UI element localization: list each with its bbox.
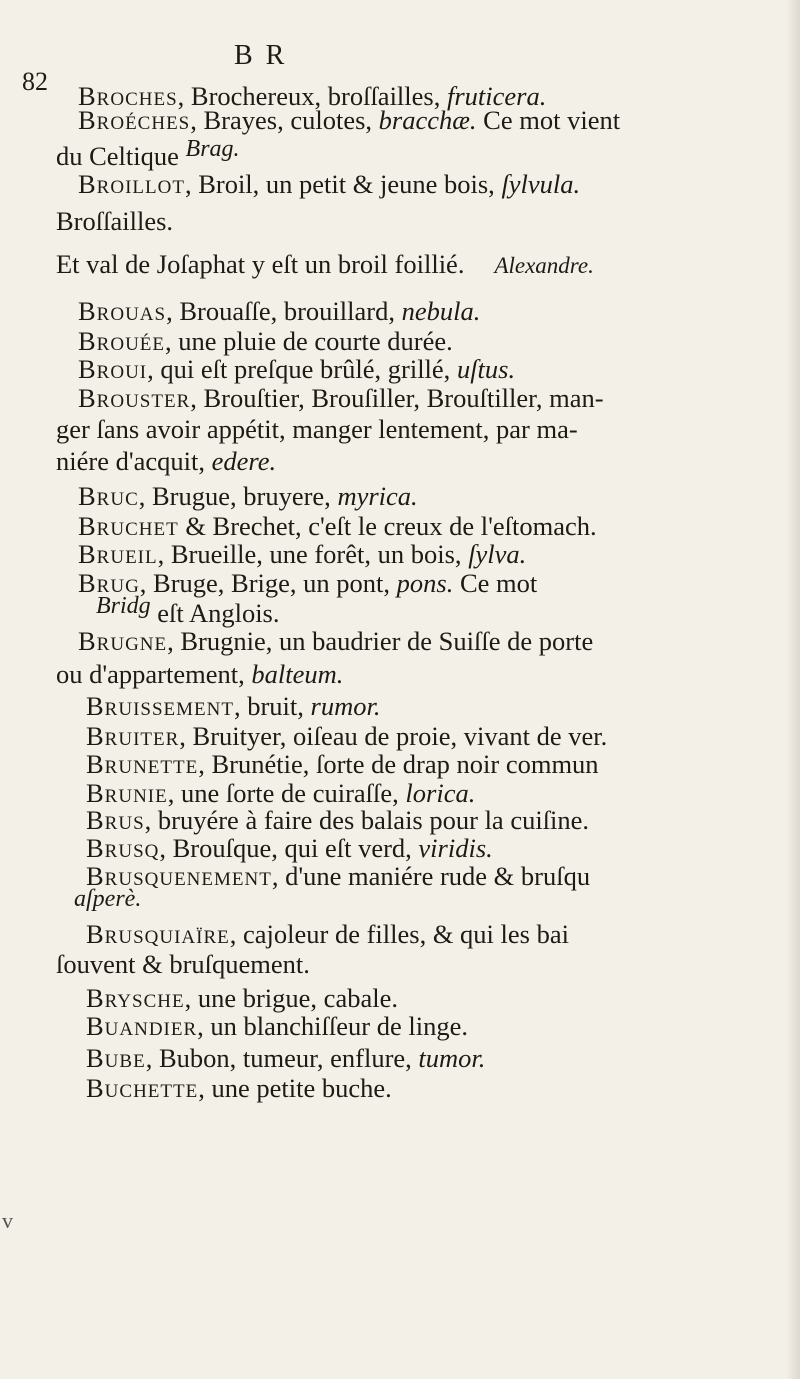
- entry-line: [56, 445, 276, 477]
- entry-headword: Broches: [78, 81, 178, 111]
- entry-text: , qui eſt preſque brûlé, grillé,: [147, 354, 457, 384]
- entry-text: , Bruityer, oiſeau de proie, vivant de ver.: [179, 721, 608, 751]
- entry-latin: ſylvula.: [501, 169, 581, 199]
- page-edge-shadow: [786, 0, 800, 1379]
- entry-latin: nebula.: [401, 296, 481, 326]
- entry-tail: Ce mot: [453, 568, 538, 598]
- entry-line: [56, 658, 343, 690]
- entry-text: , Bubon, tumeur, enflure,: [145, 1043, 419, 1073]
- entry-line: [86, 1042, 485, 1074]
- entry-text: , cajoleur de filles, & qui les bai: [229, 919, 569, 949]
- entry-line: [56, 413, 578, 445]
- entry-headword: Brug: [78, 568, 140, 598]
- entry-line: [86, 748, 599, 780]
- entry-latin: edere.: [211, 446, 277, 476]
- entry-headword: Brusq: [86, 833, 160, 863]
- entry-line: [56, 205, 173, 237]
- entry-superscript: aſperè.: [74, 886, 142, 912]
- entry-text: , Brochereux, broſſailles,: [177, 81, 447, 111]
- entry-line: [78, 625, 593, 657]
- entry-latin: ſylva.: [468, 539, 527, 569]
- entry-text: , une pluie de courte durée.: [165, 326, 453, 356]
- entry-text: , une ſorte de cuiraſſe,: [167, 778, 406, 808]
- entry-line: [86, 690, 380, 722]
- entry-text: , Brouſtier, Brouſiller, Brouſtiller, man-: [190, 383, 604, 413]
- running-head: B R: [234, 40, 288, 71]
- entry-headword: Brouas: [78, 296, 167, 326]
- entry-text: Et val de Joſaphat y eſt un broil foillié.: [56, 249, 465, 279]
- entry-latin: bracchæ.: [378, 105, 477, 135]
- entry-tail: Ce mot vient: [476, 105, 621, 135]
- page-number: 82: [22, 67, 48, 96]
- entry-text: Broſſailles.: [56, 206, 174, 236]
- entry-line: [78, 295, 480, 327]
- entry-headword: Brusquenement: [86, 861, 272, 891]
- entry-text: ou d'appartement,: [56, 659, 252, 689]
- entry-line: [78, 480, 418, 512]
- entry-line: [78, 382, 604, 414]
- entry-latin: pons.: [396, 568, 454, 598]
- entry-citation: Alexandre.: [494, 253, 594, 278]
- entry-latin: viridis.: [418, 833, 493, 863]
- entry-headword: Brunie: [86, 778, 168, 808]
- entry-text: , Brugnie, un baudrier de Suiſſe de porte: [167, 626, 594, 656]
- entry-text: , bruit,: [233, 691, 311, 721]
- entry-headword: Brugne: [78, 626, 168, 656]
- entry-line: [78, 168, 580, 200]
- entry-text: ſouvent & bruſquement.: [56, 949, 310, 979]
- entry-latin: uſtus.: [456, 354, 516, 384]
- entry-text: ger ſans avoir appétit, manger lentement, par ma-: [56, 414, 578, 444]
- entry-headword: Brueil: [78, 539, 158, 569]
- entry-text: & Brechet, c'eſt le creux de l'eſtomach.: [178, 511, 597, 541]
- entry-headword: Brouée: [78, 326, 166, 356]
- entry-tail: eſt Anglois.: [150, 598, 280, 628]
- entry-text: , Brugue, bruyere,: [138, 481, 338, 511]
- entry-headword: Brouster: [78, 383, 191, 413]
- entry-headword: Bruc: [78, 481, 139, 511]
- entry-latin: balteum.: [251, 659, 344, 689]
- entry-line: [86, 1072, 392, 1104]
- entry-headword: Broui: [78, 354, 148, 384]
- entry-text: , Brunétie, ſorte de drap noir commun: [198, 749, 599, 779]
- entry-headword: Brusquiaïre: [86, 919, 230, 949]
- entry-headword: Broéches: [78, 105, 191, 135]
- entry-line: [56, 948, 310, 980]
- entry-headword: Bruchet: [78, 511, 179, 541]
- entry-latin: myrica.: [337, 481, 418, 511]
- entry-line: [78, 353, 515, 385]
- entry-headword: Buandier: [86, 1011, 198, 1041]
- entry-text: , Brouaſſe, brouillard,: [166, 296, 402, 326]
- entry-text: , d'une maniére rude & bruſqu: [271, 861, 591, 891]
- entry-headword: Bube: [86, 1043, 146, 1073]
- entry-headword: Brus: [86, 805, 145, 835]
- entry-text: , une brigue, cabale.: [184, 983, 398, 1013]
- entry-headword: Bruissement: [86, 691, 234, 721]
- entry-text: , Brouſque, qui eſt verd,: [159, 833, 419, 863]
- entry-latin: lorica.: [405, 778, 476, 808]
- entry-headword: Buchette: [86, 1073, 199, 1103]
- entry-text: , une petite buche.: [198, 1073, 392, 1103]
- entry-line: [78, 104, 620, 136]
- entry-headword: Broillot: [78, 169, 185, 199]
- entry-line: [78, 538, 526, 570]
- entry-latin: tumor.: [418, 1043, 486, 1073]
- entry-text: , Brueille, une forêt, un bois,: [157, 539, 469, 569]
- margin-mark: v: [2, 1208, 13, 1233]
- entry-line: [56, 248, 594, 282]
- entry-text: , Brayes, culotes,: [190, 105, 379, 135]
- entry-latin: rumor.: [310, 691, 381, 721]
- entry-headword: Brunette: [86, 749, 199, 779]
- entry-superscript: Brag.: [185, 136, 240, 162]
- entry-superscript: Bridg: [96, 593, 151, 619]
- entry-headword: Brysche: [86, 983, 185, 1013]
- entry-text: , bruyére à faire des balais pour la cuiſine.: [144, 805, 590, 835]
- entry-text: , un blanchiſſeur de linge.: [197, 1011, 468, 1041]
- entry-text: , Bruge, Brige, un pont,: [139, 568, 397, 598]
- entry-line: [86, 860, 590, 892]
- entry-line: [86, 918, 569, 950]
- entry-latin: fruticera.: [446, 81, 547, 111]
- entry-prefix: du Celtique: [56, 141, 186, 171]
- entry-text: niére d'acquit,: [56, 446, 212, 476]
- entry-line: [86, 1010, 468, 1042]
- entry-text: , Broil, un petit & jeune bois,: [184, 169, 502, 199]
- entry-headword: Bruiter: [86, 721, 180, 751]
